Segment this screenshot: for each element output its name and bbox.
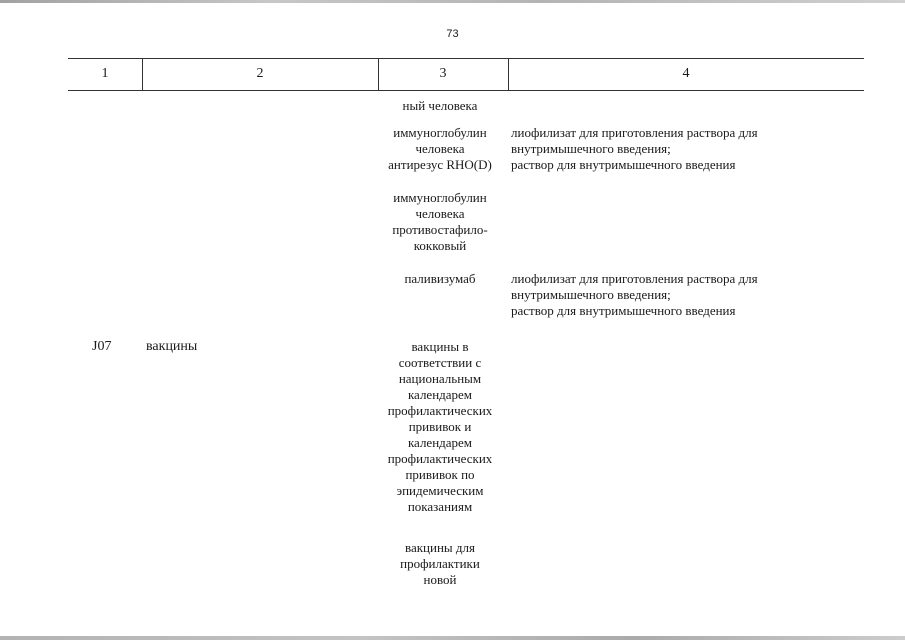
table-cell-group: вакцины	[146, 339, 198, 354]
drug-line: показаниям	[407, 499, 473, 514]
drug-line: календарем	[407, 435, 473, 450]
drug-line: профилактических	[387, 403, 493, 418]
drug-line: иммуноглобулин	[393, 190, 487, 205]
drug-line: антирезус RHO(D)	[388, 157, 492, 172]
drug-line: человека	[415, 206, 465, 221]
scan-edge-bottom	[0, 636, 905, 640]
drug-line: вакцины для	[405, 540, 475, 555]
drug-line: профилактики	[400, 556, 480, 571]
drug-line: ный человека	[402, 98, 478, 113]
drug-line: национальным	[398, 371, 482, 386]
drug-line: человека	[415, 141, 465, 156]
drug-line: иммуноглобулин	[393, 125, 487, 140]
table-cell-forms	[511, 125, 841, 173]
table-cell-drug	[378, 125, 502, 173]
form-line: лиофилизат для приготовления раствора для	[511, 271, 758, 286]
table-cell-forms	[511, 271, 841, 319]
page-number: 73	[446, 28, 459, 40]
form-line: раствор для внутримышечного введения	[511, 303, 736, 318]
drug-line: паливизумаб	[404, 271, 476, 286]
drug-line: новой	[423, 572, 457, 587]
table-top-rule	[68, 58, 864, 59]
drug-line: кокковый	[413, 238, 467, 253]
drug-line: прививок и	[408, 419, 472, 434]
drug-line: противостафило-	[392, 222, 488, 237]
column-header-2: 2	[256, 66, 264, 81]
form-line: внутримышечного введения;	[511, 287, 671, 302]
table-header-bottom-rule	[68, 90, 864, 91]
drug-line: профилактических	[387, 451, 493, 466]
drug-line: календарем	[407, 387, 473, 402]
form-line: внутримышечного введения;	[511, 141, 671, 156]
form-line: раствор для внутримышечного введения	[511, 157, 736, 172]
table-cell-drug	[378, 190, 502, 254]
column-header-4: 4	[682, 66, 690, 81]
drug-line: эпидемическим	[396, 483, 484, 498]
column-header-3: 3	[439, 66, 447, 81]
table-cell-drug	[378, 98, 502, 114]
table-cell-drug	[378, 339, 502, 515]
column-header-1: 1	[101, 66, 109, 81]
table-cell-drug	[378, 540, 502, 588]
table-cell-code: J07	[92, 339, 112, 354]
drug-line: вакцины в	[411, 339, 469, 354]
form-line: лиофилизат для приготовления раствора для	[511, 125, 758, 140]
scan-edge-top	[0, 0, 905, 3]
drug-line: прививок по	[405, 467, 475, 482]
table-cell-drug	[378, 271, 502, 287]
drug-line: соответствии с	[398, 355, 482, 370]
